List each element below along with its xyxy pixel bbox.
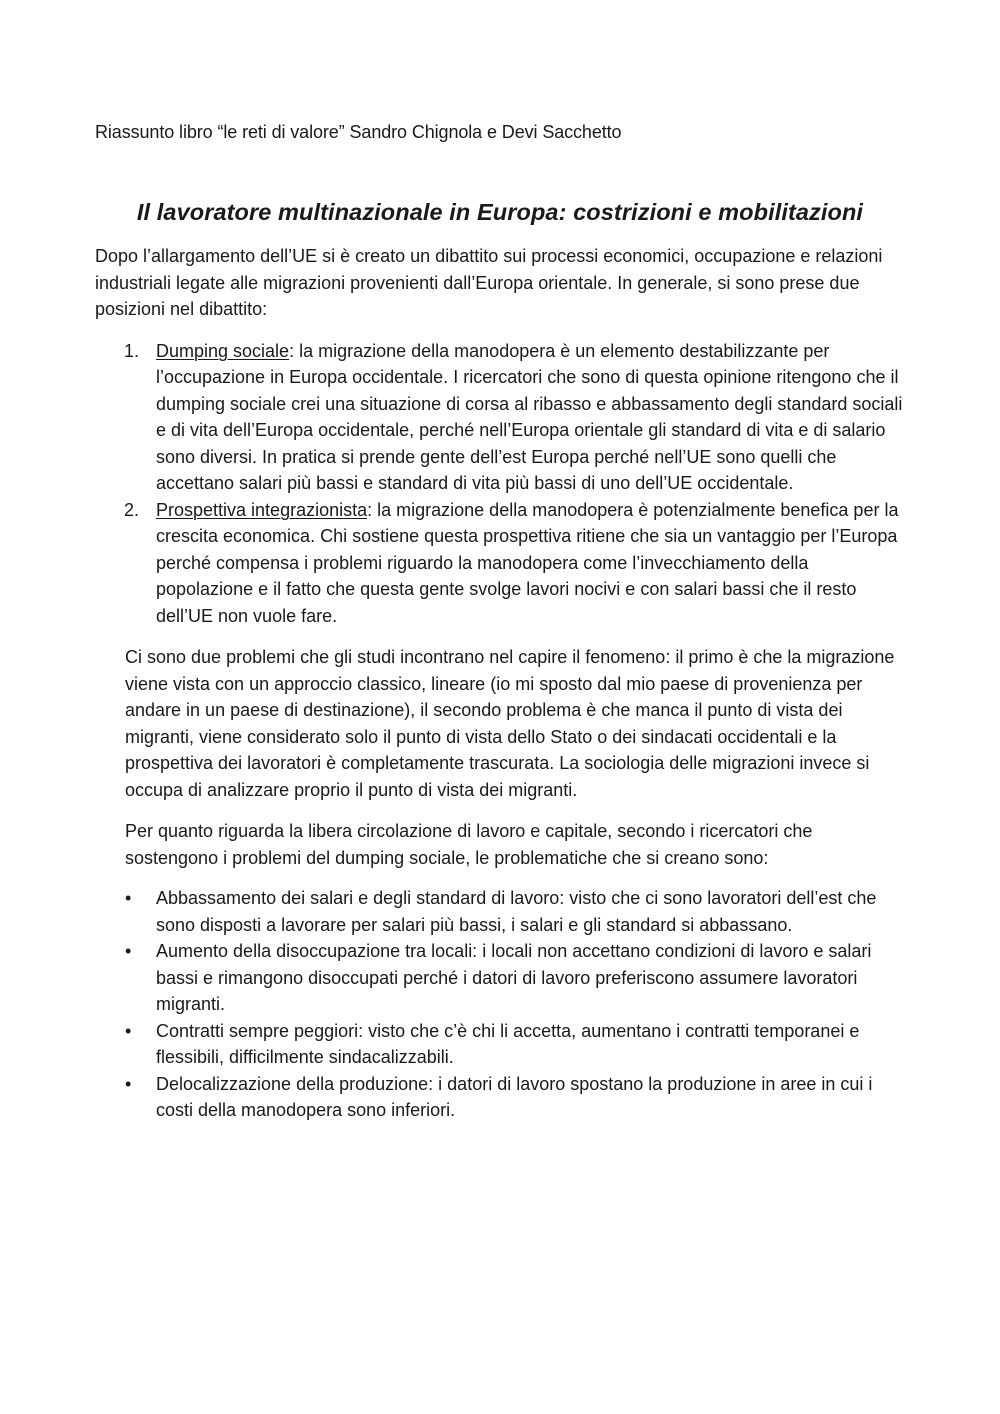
positions-list xyxy=(95,338,905,630)
document-header: Riassunto libro “le reti di valore” Sandro Chignola e Devi Sacchetto xyxy=(95,122,622,142)
bullet-icon: • xyxy=(125,888,132,908)
section-title: Il lavoratore multinazionale in Europa: costrizioni e mobilitazioni xyxy=(136,199,864,225)
list-item-text: : la migrazione della manodopera è potenzialmente benefica per la crescita economica. Chi sostiene questa prospettiva ritiene che sia un vantaggio per l’Europa perché compensa i problemi riguardo la manodopera come l’invecchiamento della popolazione e il fatto che questa gente svolge lavori nocivi e con salari bassi che il resto dell’UE non vuole fare. xyxy=(156,499,899,626)
list-item-text: Contratti sempre peggiori: visto che c’è chi li accetta, aumentano i contratti temporanei e flessibili, difficilmente sindacalizzabili. xyxy=(156,1020,860,1067)
problems-paragraph: Ci sono due problemi che gli studi incontrano nel capire il fenomeno: il primo è che la migrazione viene vista con un approccio classico, lineare (io mi sposto dal mio paese di provenienza per andare in un paese di destinazione), il secondo problema è che manca il punto di vista dei migranti, viene considerato solo il punto di vista dello Stato o dei sindacati occidentali e la prospettiva dei lavoratori è completamente trascurata. La sociologia delle migrazioni invece si occupa di analizzare proprio il punto di vista dei migranti. xyxy=(125,647,895,800)
issues-list xyxy=(95,885,905,1124)
list-item-text: Aumento della disoccupazione tra locali: i locali non accettano condizioni di lavoro e salari bassi e rimangono disoccupati perché i datori di lavoro preferiscono assumere lavoratori migranti. xyxy=(156,941,872,1014)
list-number: 1. xyxy=(124,340,140,361)
list-item xyxy=(95,1018,905,1071)
bullet-icon: • xyxy=(125,941,132,961)
list-item xyxy=(95,497,905,630)
term-dumping-sociale: Dumping sociale xyxy=(156,340,290,361)
document-body xyxy=(95,243,905,1124)
list-item xyxy=(95,885,905,938)
bullet-icon: • xyxy=(125,1020,132,1041)
circulation-paragraph: Per quanto riguarda la libera circolazione di lavoro e capitale, secondo i ricercatori che sostengono i problemi del dumping sociale, le problematiche che si creano sono: xyxy=(125,821,813,868)
list-item xyxy=(95,338,905,497)
list-item-text: : la migrazione della manodopera è un elemento destabilizzante per l’occupazione in Europa occidentale. I ricercatori che sono di questa opinione ritengono che il dumping sociale crei una situazione di corsa al ribasso e abbassamento degli standard sociali e di vita dell’Europa occidentale, perché nell’Europa orientale gli standard di vita e di salario sono diversi. In pratica si prende gente dell’est Europa perché nell’UE sono quelli che accettano salari più bassi e standard di vita più bassi di uno dell’UE occidentale. xyxy=(156,340,903,493)
list-item-text: Delocalizzazione della produzione: i datori di lavoro spostano la produzione in aree in cui i costi della manodopera sono inferiori. xyxy=(156,1073,873,1120)
term-prospettiva-integrazionista: Prospettiva integrazionista xyxy=(156,499,368,520)
list-number: 2. xyxy=(124,499,140,520)
intro-paragraph: Dopo l’allargamento dell’UE si è creato un dibattito sui processi economici, occupazione e relazioni industriali legate alle migrazioni provenienti dall’Europa orientale. In generale, si sono prese due posizioni nel dibattito: xyxy=(95,246,883,319)
bullet-icon: • xyxy=(125,1073,132,1094)
list-item-text: Abbassamento dei salari e degli standard di lavoro: visto che ci sono lavoratori dell’est che sono disposti a lavorare per salari più bassi, i salari e gli standard si abbassano. xyxy=(156,888,877,935)
list-item xyxy=(95,1071,905,1124)
list-item xyxy=(95,938,905,1018)
